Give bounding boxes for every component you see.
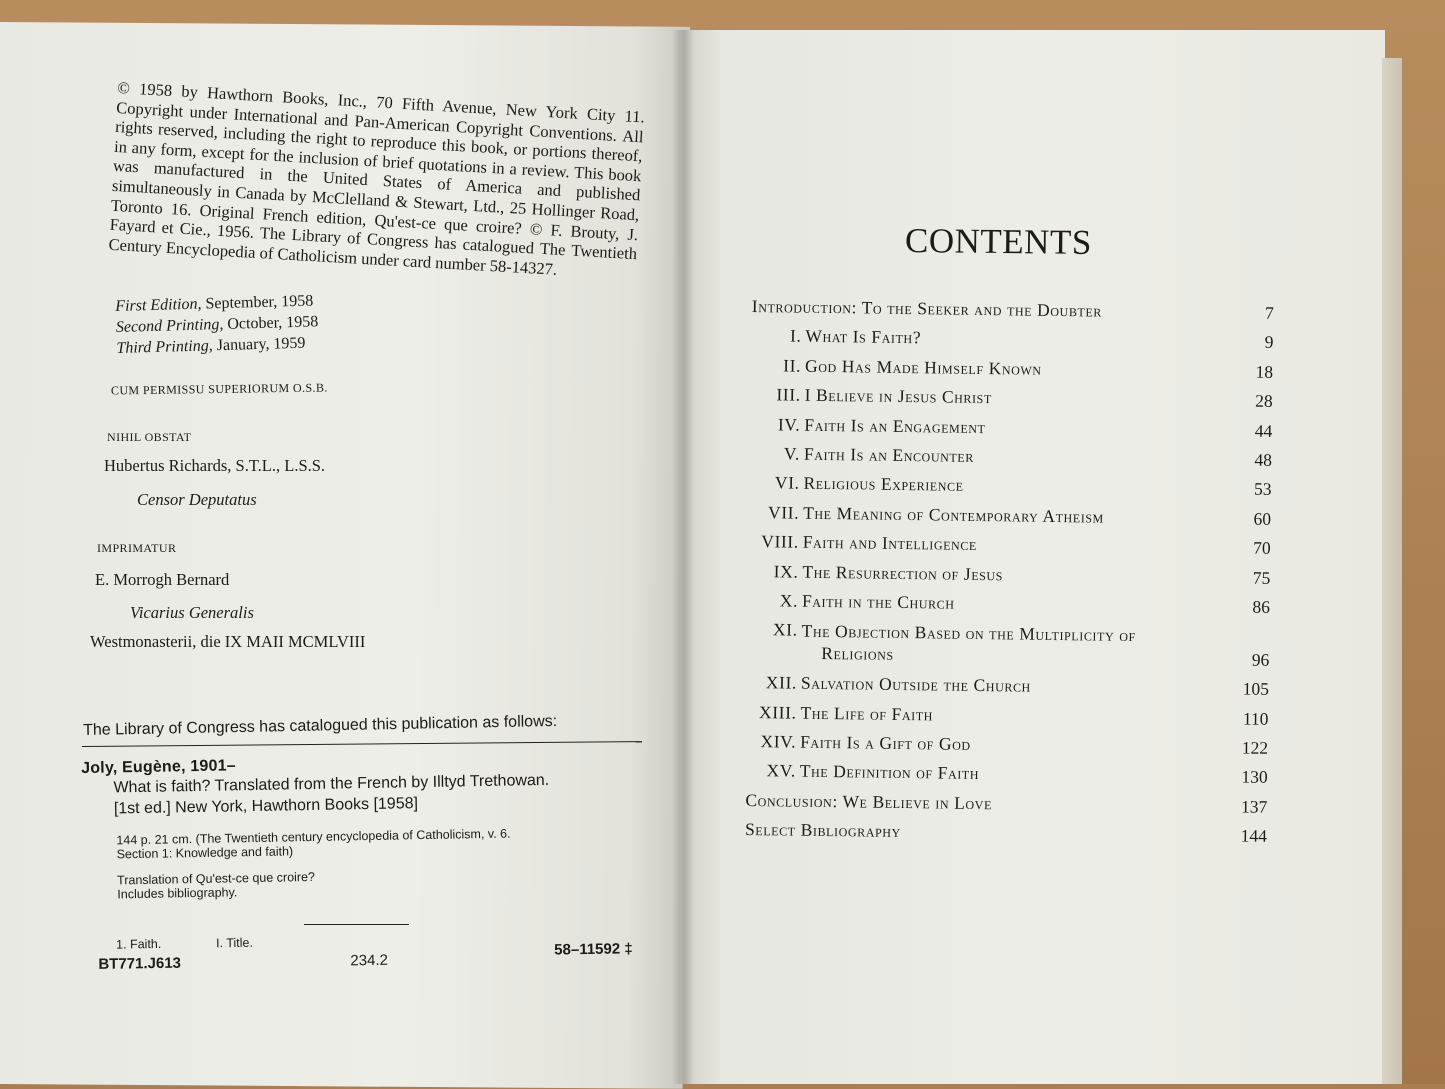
toc-label: The Life of Faith <box>800 702 934 725</box>
toc-label: What Is Faith? <box>805 326 922 348</box>
library-catalog-header: The Library of Congress has catalogued this publication as follows: <box>83 712 558 739</box>
nihil-obstat-label: NIHIL OBSTAT <box>107 430 192 444</box>
toc-label: God Has Made Himself Known <box>804 355 1042 379</box>
table-of-contents <box>745 296 1292 856</box>
toc-label: Faith and Intelligence <box>802 531 978 555</box>
card-edition-line: [1st ed.] New York, Hawthorn Books [1958] <box>113 795 419 818</box>
toc-numeral: VI. <box>774 472 800 493</box>
book-gutter <box>672 30 694 1084</box>
toc-page: 18 <box>1255 361 1274 382</box>
card-footer <box>88 928 649 976</box>
copyright-text: © 1958 by Hawthorn Books, Inc., 70 Fifth Avenue, New York City 11. Copyright under International and Pan-American Copyright Conventions. All rights reserved, including the right to reproduce this book, or portions thereof, in any form, except for the inclusion of brief quotations in a review. This book was manufactured in the United States of America and published simultaneously in Canada by McClelland & Stewart, Ltd., 25 Hollinger Road, Toronto 16. Original French edition, Qu'est-ce que croire? © F. Brouty, J. Fayard et Cie., 1956. The Library of Congress has catalogued The Twentieth Century Encyclopedia of Catholicism under card number 58-14327. <box>108 78 646 279</box>
toc-numeral: XV. <box>766 760 796 782</box>
card-description-cont: Section 1: Knowledge and faith) <box>116 844 294 862</box>
toc-page: 7 <box>1264 302 1274 323</box>
card-note: Translation of Qu'est-ce que croire? <box>116 869 316 888</box>
printing-label: First Edition, <box>115 295 202 315</box>
card-class-number: 234.2 <box>350 951 389 970</box>
toc-page: 144 <box>1240 825 1268 847</box>
toc-page: 28 <box>1255 390 1273 411</box>
toc-label: Religious Experience <box>803 473 964 496</box>
card-call-number: BT771.J613 <box>98 954 182 973</box>
toc-label: I Believe in Jesus Christ <box>804 384 992 408</box>
catalog-card <box>81 750 648 902</box>
toc-label-line2: Religions <box>821 643 894 665</box>
toc-page: 44 <box>1254 420 1273 441</box>
westmonasterii-date: Westmonasterii, die IX MAII MCMLVIII <box>90 632 366 651</box>
toc-page: 137 <box>1240 796 1268 817</box>
contents-heading: CONTENTS <box>904 221 1092 262</box>
card-description: 144 p. 21 cm. (The Twentieth century encyclopedia of Catholicism, v. 6. <box>116 826 511 848</box>
toc-label: Salvation Outside the Church <box>800 672 1032 696</box>
printing-history <box>115 285 517 359</box>
toc-label: The Definition of Faith <box>799 761 980 784</box>
printing-date: September, 1958 <box>205 292 314 313</box>
toc-label: The Resurrection of Jesus <box>802 561 1004 584</box>
cum-permissu: CUM PERMISSU SUPERIORUM O.S.B. <box>110 380 328 398</box>
toc-numeral: XIV. <box>760 731 797 752</box>
toc-numeral: I. <box>789 325 802 347</box>
toc-numeral: III. <box>776 384 801 405</box>
printing-date: January, 1959 <box>216 334 306 355</box>
toc-label: Introduction: To the Seeker and the Doubter <box>751 296 1103 321</box>
card-author: Joly, Eugène, 1901– <box>81 757 236 777</box>
toc-page: 86 <box>1252 596 1271 617</box>
copyright-notice <box>108 78 645 284</box>
card-number: 58–11592 ‡ <box>554 940 633 959</box>
toc-numeral: IX. <box>773 560 799 582</box>
toc-page: 130 <box>1241 766 1268 788</box>
card-note-cont: Includes bibliography. <box>117 885 238 902</box>
toc-page: 60 <box>1253 508 1272 529</box>
censor-name: Hubertus Richards, S.T.L., L.S.S. <box>104 456 326 475</box>
toc-numeral: IV. <box>777 413 801 435</box>
toc-page: 105 <box>1242 678 1270 700</box>
card-short-rule <box>304 924 409 925</box>
toc-page: 96 <box>1251 649 1270 671</box>
card-title-line: What is faith? Translated from the French by Illtyd Trethowan. <box>113 771 550 797</box>
toc-label-line1: The Objection Based on the Multiplicity of <box>801 620 1136 646</box>
toc-page: 53 <box>1253 478 1272 500</box>
toc-label: Faith Is a Gift of God <box>800 731 971 754</box>
toc-numeral: XII. <box>765 672 798 693</box>
card-subject: 1. Faith. <box>116 936 162 952</box>
toc-label: The Meaning of Contemporary Atheism <box>803 502 1105 527</box>
toc-label: Faith in the Church <box>801 590 955 613</box>
toc-numeral: II. <box>783 355 802 376</box>
toc-page: 110 <box>1242 708 1269 729</box>
toc-numeral: XIII. <box>758 701 797 723</box>
toc-entry <box>747 619 1288 679</box>
toc-label: Conclusion: We Believe in Love <box>745 789 993 814</box>
toc-numeral: VIII. <box>761 531 799 552</box>
toc-label: Select Bibliography <box>744 819 901 842</box>
toc-numeral: V. <box>783 443 801 464</box>
toc-page: 48 <box>1254 449 1273 470</box>
printing-label: Third Printing, <box>116 337 213 357</box>
toc-page: 9 <box>1264 332 1274 353</box>
toc-page: 75 <box>1252 567 1271 588</box>
vicar-name: E. Morrogh Bernard <box>95 570 230 589</box>
imprimatur-label: IMPRIMATUR <box>97 541 177 555</box>
toc-label: Faith Is an Encounter <box>803 443 975 466</box>
card-title-entry: I. Title. <box>216 935 254 951</box>
toc-numeral: X. <box>779 590 799 611</box>
toc-label: Faith Is an Engagement <box>804 414 986 437</box>
toc-page: 70 <box>1253 537 1271 558</box>
vicar-role: Vicarius Generalis <box>130 603 254 622</box>
toc-numeral: XI. <box>772 619 798 640</box>
printing-label: Second Printing, <box>115 315 224 336</box>
toc-numeral: VII. <box>767 501 800 523</box>
printing-date: October, 1958 <box>227 313 319 333</box>
page-stack-edge <box>1382 58 1402 1084</box>
censor-role: Censor Deputatus <box>137 490 257 509</box>
toc-label <box>801 620 1232 670</box>
toc-page: 122 <box>1241 737 1269 758</box>
